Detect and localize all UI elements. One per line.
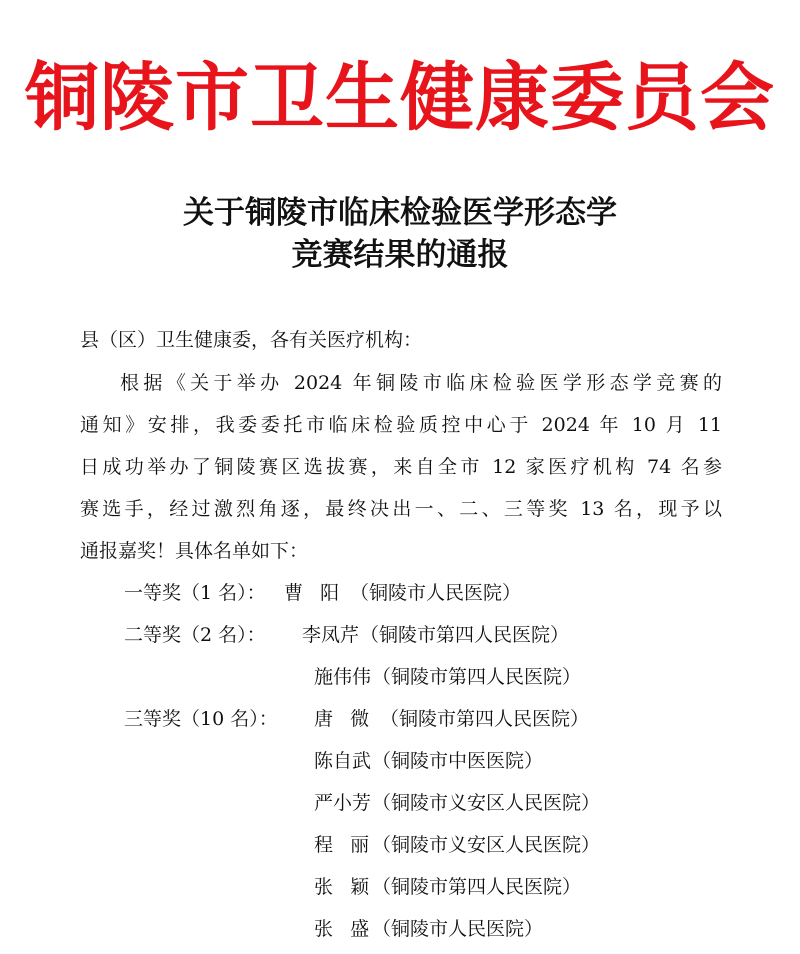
award-third-row-3 [124,783,724,823]
body-line-3: 日成功举办了铜陵赛区选拔赛，来自全市 12 家医疗机构 74 名参 [80,456,722,478]
award-third-label: 三等奖（10 名）： [124,708,278,730]
award-third-row-5 [124,867,724,907]
winner-name: 程丽 [314,834,387,856]
award-third-row [124,699,724,739]
issuing-authority-header: 铜陵市卫生健康委员会 [25,55,775,141]
winner-org: （铜陵市义安区人民医院） [372,792,601,814]
award-third-row-4 [124,825,724,865]
winner-name: 曹阳 [284,582,357,604]
winner-org: （铜陵市第四人民医院） [372,666,582,688]
winner-name: 唐微 [314,708,387,730]
winner-name: 陈自武 [314,750,372,772]
body-line-1: 根据《关于举办 2024 年铜陵市临床检验医学形态学竞赛的 [120,372,722,394]
winner-org: （铜陵市人民医院） [372,918,544,940]
award-first-label: 一等奖（1 名）： [124,582,266,604]
winner-name: 张盛 [314,918,387,940]
body-line-2: 通知》安排，我委委托市临床检验质控中心于 2024 年 10 月 11 [80,414,722,436]
winner-name: 严小芳 [314,792,372,814]
award-third-row-2 [124,741,724,781]
winner-org: （铜陵市第四人民医院） [380,708,590,730]
winner-org: （铜陵市第四人民医院） [360,624,570,646]
document-title-line-2: 竞赛结果的通报 [291,237,509,273]
salutation: 县（区）卫生健康委，各有关医疗机构： [80,329,423,351]
winner-name: 李凤芹 [302,624,360,646]
award-second-row-2 [124,657,724,697]
award-first-row [124,573,724,613]
winner-name: 张颖 [314,876,387,898]
winner-org: （铜陵市人民医院） [350,582,522,604]
award-second-label: 二等奖（2 名）： [124,624,266,646]
award-third-row-6 [124,909,724,949]
award-second-row [124,615,724,655]
winner-org: （铜陵市第四人民医院） [372,876,582,898]
body-line-5: 通报嘉奖！具体名单如下： [80,540,309,562]
body-line-4: 赛选手，经过激烈角逐，最终决出一、二、三等奖 13 名，现予以 [80,498,722,520]
winner-org: （铜陵市中医医院） [372,750,544,772]
winner-name: 施伟伟 [314,666,372,688]
document-title-line-1: 关于铜陵市临床检验医学形态学 [183,195,617,231]
winner-org: （铜陵市义安区人民医院） [372,834,601,856]
